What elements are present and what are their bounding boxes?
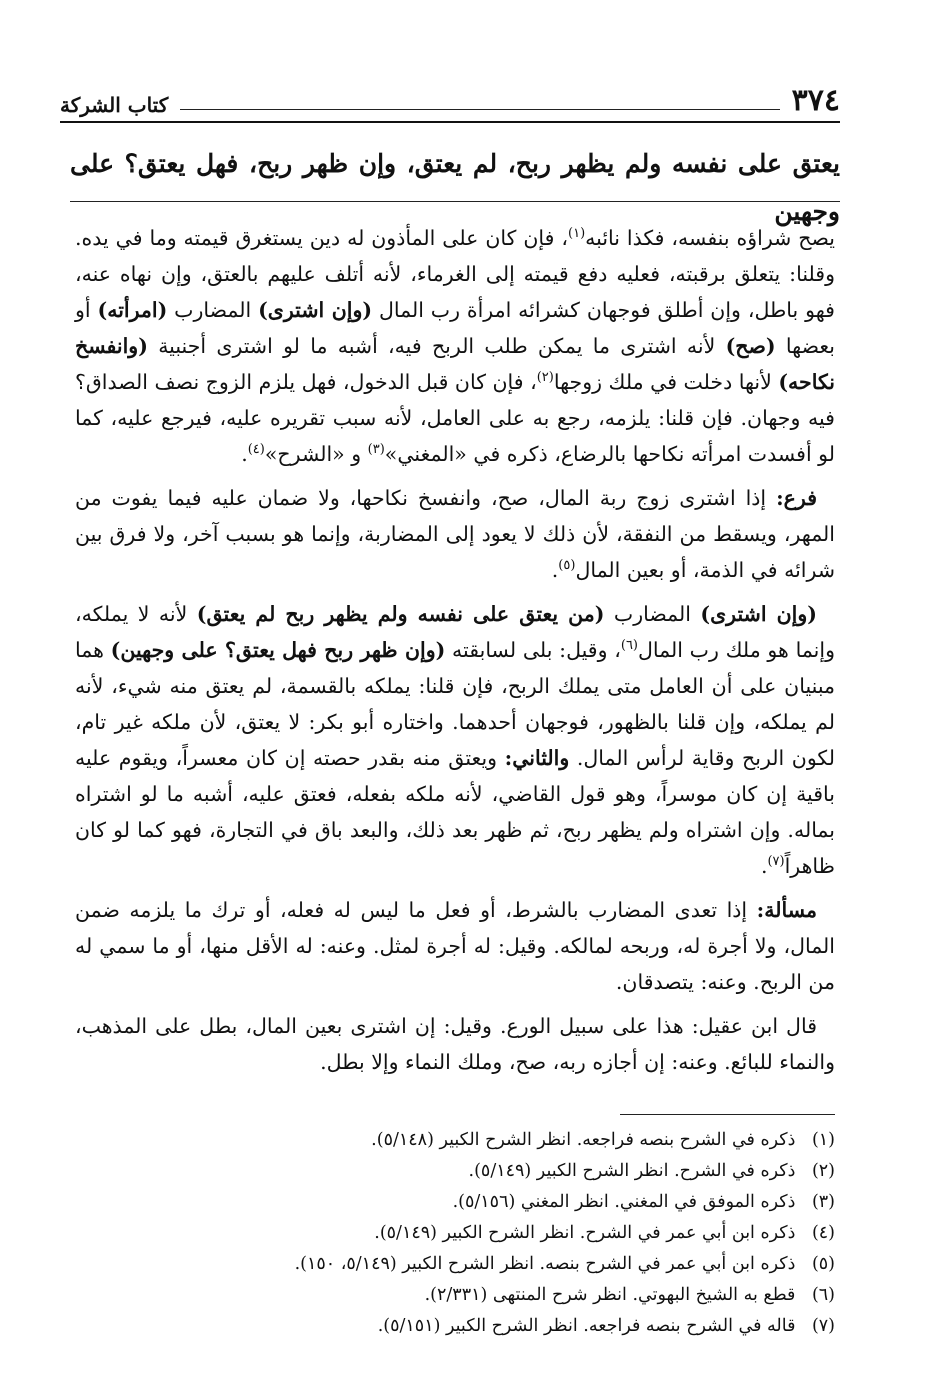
footnote-text: ذكره الموفق في المغني. انظر المغني (٥/١٥٦). <box>452 1192 801 1212</box>
bold-phrase: والثاني: <box>504 746 570 770</box>
bold-phrase: (امرأته) <box>97 298 168 322</box>
bold-phrase: (وإن ظهر ربح فهل يعتق؟ على وجهين) <box>110 638 446 662</box>
page-number: ٣٧٤ <box>791 83 840 118</box>
paragraph <box>75 892 835 1000</box>
text-run: إذا تعدى المضارب بالشرط، أو فعل ما ليس له فعله، أو ترك ما يلزمه ضمن المال، ولا أجرة له، وربحه لمالكه. وقيل: له أجرة لمثل. وعنه: له الأقل منها، أو ما سمي له من الربح. وعنه: يتصدقان. <box>75 898 835 994</box>
footnote-number: (٢) <box>811 1161 835 1181</box>
text-run: المضارب <box>604 602 701 626</box>
footnote-ref: (٢) <box>536 370 554 386</box>
footnote-divider <box>620 1114 835 1115</box>
bold-phrase: (وإن اشترى) <box>258 298 373 322</box>
text-run: ، فإن كان قبل الدخول، فهل يلزم الزوج نصف الصداق؟ فيه وجهان. فإن قلنا: يلزمه، رجع به على العامل، لأنه سبب تقريره عليه، فيرجع عليه، كما لو أفسدت امرأته نكاحها بالرضاع، ذكره في «المغني» <box>74 370 835 466</box>
bold-phrase: (وإن اشترى) <box>700 602 817 626</box>
text-run: يصح شراؤه بنفسه، فكذا نائبه <box>585 226 835 250</box>
footnote-number: (٣) <box>811 1192 835 1212</box>
paragraph <box>75 220 835 472</box>
footnote <box>75 1156 835 1187</box>
text-run: إذا اشترى زوج ربة المال، صح، وانفسخ نكاحها، ولا ضمان عليه فيما يفوت من المهر، ويسقط من النفقة، لأن ذلك لا يعود إلى المضاربة، وإنما هو بسبب آخر، ولا فرق بين شرائه في الذمة، أو بعين المال <box>75 486 835 582</box>
footnote <box>75 1249 835 1280</box>
footnotes <box>75 1125 835 1342</box>
bold-phrase: (صح) <box>725 334 776 358</box>
paragraph <box>75 1008 835 1080</box>
footnote-ref: (٤) <box>247 442 265 458</box>
footnote-text: ذكره في الشرح بنصه فراجعه. انظر الشرح الكبير (٥/١٤٨). <box>371 1130 801 1150</box>
book-title: كتاب الشركة <box>60 93 169 117</box>
footnote-number: (٧) <box>811 1316 835 1336</box>
running-header <box>60 78 840 118</box>
text-run: لأنه اشترى ما يمكن طلب الربح فيه، أشبه ما لو اشترى أجنبية <box>147 334 726 358</box>
text-run: أو بعضها <box>75 298 835 358</box>
footnote-ref: (٧) <box>767 854 785 870</box>
text-run: . <box>241 442 248 466</box>
footnote-text: ذكره ابن أبي عمر في الشرح. انظر الشرح الكبير (٥/١٤٩). <box>374 1223 801 1243</box>
text-run: ، فإن كان على المأذون له دين يستغرق قيمته وما في يده. وقلنا: يتعلق برقبته، فعليه دفع قيمته إلى الغرماء، لأنه أتلف عليهم بالعتق، وإن نهاه عنه، فهو باطل، وإن أطلق فوجهان كشرائه امرأة رب المال <box>75 226 835 322</box>
footnote <box>75 1280 835 1311</box>
text-run: هما مبنيان على أن العامل متى يملك الربح، فإن قلنا: يملكه بالقسمة، لم يعتق منه شيء، لأنه لم يملكه، وإن قلنا بالظهور، فوجهان أحدهما. واختاره أبو بكر: لا يعتق، لأن ملكه غير تام، لكون الربح وقاية لرأس المال. <box>75 638 835 770</box>
footnote-text: قاله في الشرح بنصه فراجعه. انظر الشرح الكبير (٥/١٥١). <box>377 1316 801 1336</box>
footnote-ref: (٣) <box>367 442 385 458</box>
footnote <box>75 1311 835 1342</box>
bold-phrase: (من يعتق على نفسه ولم يظهر ربح لم يعتق) <box>196 602 605 626</box>
text-run: ويعتق منه بقدر حصته إن كان معسراً، ويقوم عليه باقية إن كان موسراً، وهو قول القاضي، لأنه ملكه بفعله، فعتق عليه، أشبه ما لو اشتراه بماله. وإن اشتراه ولم يظهر ربح، ثم ظهر بعد ذلك، والبعد باق في التجارة، فهو كما لو كان ظاهراً <box>75 746 835 878</box>
footnote-ref: (١) <box>568 226 586 242</box>
footnote-number: (١) <box>811 1130 835 1150</box>
footnote <box>75 1187 835 1218</box>
footnote-ref: (٦) <box>620 638 638 654</box>
text-run: . <box>551 558 559 582</box>
header-line <box>180 109 779 110</box>
footnote-text: ذكره ابن أبي عمر في الشرح بنصه. انظر الشرح الكبير (٥/١٤٩، ١٥٠). <box>294 1254 801 1274</box>
text-run: . <box>760 854 768 878</box>
bold-phrase: (وانفسخ نكاحه) <box>75 334 835 394</box>
paragraph <box>75 596 835 884</box>
text-run: قال ابن عقيل: هذا على سبيل الورع. وقيل: إن اشترى بعين المال، بطل على المذهب، والنماء للبائع. وعنه: إن أجازه ربه، صح، وملك النماء وإلا بطل. <box>75 1014 835 1074</box>
footnote-number: (٦) <box>811 1285 835 1305</box>
text-run: المضارب <box>167 298 259 322</box>
footnote-text: ذكره في الشرح. انظر الشرح الكبير (٥/١٤٩). <box>468 1161 801 1181</box>
footnote <box>75 1218 835 1249</box>
header-rule <box>60 121 840 123</box>
footnote-number: (٥) <box>811 1254 835 1274</box>
text-run: لأنها دخلت في ملك زوجها <box>553 370 779 394</box>
footnote <box>75 1125 835 1156</box>
text-run: ، وقيل: بلى لسابقته <box>445 638 621 662</box>
footnote-ref: (٥) <box>558 558 576 574</box>
matn-divider <box>70 201 840 202</box>
text-run: لأنه لا يملكه، وإنما هو ملك رب المال <box>75 602 835 662</box>
footnote-text: قطع به الشيخ البهوتي. انظر شرح المنتهى (٢/٣٣١). <box>424 1285 801 1305</box>
text-run: و «الشرح» <box>264 442 368 466</box>
bold-phrase: مسألة: <box>756 898 817 922</box>
paragraph <box>75 480 835 588</box>
commentary-body <box>75 220 835 1088</box>
footnote-number: (٤) <box>811 1223 835 1243</box>
matn-text: يعتق على نفسه ولم يظهر ربح، لم يعتق، وإن ظهر ربح، فهل يعتق؟ على وجهين <box>70 149 840 226</box>
bold-phrase: فرع: <box>776 486 817 510</box>
